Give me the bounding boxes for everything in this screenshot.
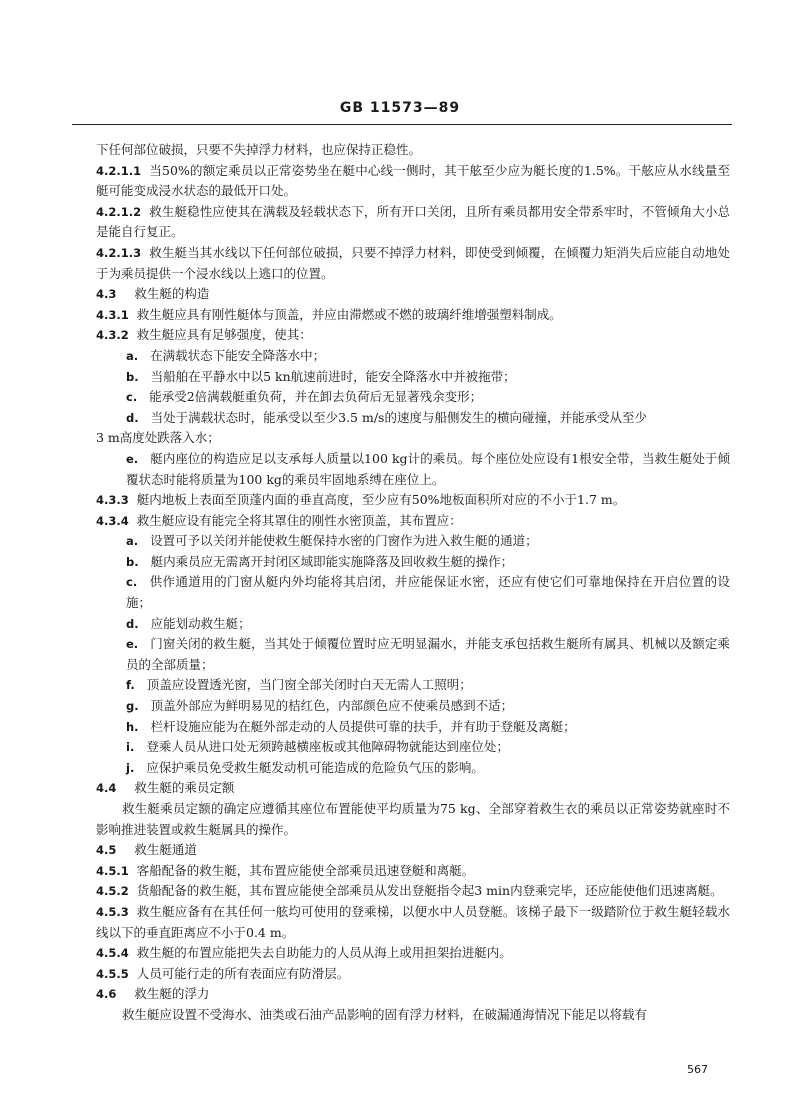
item-label: a. — [126, 534, 139, 549]
clause-number: 4.3 — [96, 287, 117, 302]
item-label: i. — [126, 740, 135, 755]
header-rule — [72, 124, 732, 125]
document-body — [96, 140, 730, 1026]
clause-text: 救生艇的乘员定额 — [134, 780, 235, 796]
paragraph — [96, 490, 730, 511]
paragraph — [96, 943, 730, 964]
clause-text: 救生艇应设有能完全将其罩住的刚性水密顶盖，其布置应： — [136, 512, 462, 528]
clause-number: 4.5.3 — [96, 904, 129, 919]
paragraph — [96, 881, 730, 902]
paragraph — [96, 161, 730, 202]
item-label: b. — [126, 554, 139, 569]
list-item — [96, 346, 730, 367]
item-label: j. — [126, 760, 135, 775]
clause-text: 栏杆设施应能为在艇外部走动的人员提供可靠的扶手，并有助于登艇及离艇； — [150, 718, 576, 734]
clause-number: 4.3.3 — [96, 493, 129, 508]
list-item — [96, 449, 730, 490]
section-heading — [96, 984, 730, 1005]
clause-number: 4.5.1 — [96, 863, 129, 878]
list-item — [96, 696, 730, 717]
paragraph — [96, 861, 730, 882]
item-label: a. — [126, 348, 139, 363]
clause-text: 下任何部位破损，只要不失掉浮力材料，也应保持正稳性。 — [96, 142, 422, 157]
section-heading — [96, 840, 730, 861]
item-label: f. — [126, 678, 135, 693]
paragraph — [96, 799, 730, 840]
clause-text: 救生艇的浮力 — [134, 986, 210, 1002]
clause-text: 当处于满载状态时，能承受以至少3.5 m/s的速度与船侧发生的横向碰撞，并能承受从至少 — [150, 409, 647, 425]
clause-number: 4.2.1.2 — [96, 204, 142, 219]
clause-text: 应保护乘员免受救生艇发动机可能造成的危险负气压的影响。 — [146, 759, 484, 775]
clause-text: 人员可能行走的所有表面应有防滑层。 — [136, 965, 350, 981]
clause-text: 救生艇的构造 — [134, 286, 210, 302]
list-item — [96, 675, 730, 696]
paragraph — [96, 305, 730, 326]
clause-text: 救生艇稳性应使其在满载及轻载状态下，所有开口关闭，且所有乘员都用安全带系牢时，不管倾角大小总是能自行复正。 — [96, 203, 730, 240]
item-label: e. — [126, 637, 139, 652]
clause-text: 救生艇应具有足够强度，使其： — [136, 327, 312, 343]
list-item — [96, 758, 730, 779]
paragraph — [96, 140, 730, 161]
clause-text: 顶盖外部应为鲜明易见的桔红色，内部颜色应不使乘员感到不适； — [150, 698, 514, 714]
clause-text: 在满载状态下能安全降落水中； — [150, 347, 326, 363]
clause-number: 4.4 — [96, 781, 117, 796]
clause-number: 4.3.2 — [96, 328, 129, 343]
paragraph — [96, 511, 730, 532]
list-item — [96, 737, 730, 758]
clause-text: 客船配备的救生艇，其布置应能使全部乘员迅速登艇和离艇。 — [136, 862, 475, 878]
clause-text: 设置可予以关闭并能使救生艇保持水密的门窗作为进入救生艇的通道； — [150, 533, 538, 549]
paragraph — [96, 902, 730, 943]
paragraph — [96, 325, 730, 346]
clause-text: 门窗关闭的救生艇，当其处于倾覆位置时应无明显漏水，并能支承包括救生艇所有属具、机械以及额定乘员的全部质量； — [126, 636, 730, 672]
clause-number: 4.5.5 — [96, 966, 129, 981]
section-heading — [96, 284, 730, 305]
clause-text: 救生艇通道 — [134, 842, 197, 858]
clause-number: 4.2.1.3 — [96, 245, 142, 260]
list-item — [96, 717, 730, 738]
list-item — [96, 634, 730, 675]
item-label: c. — [126, 575, 138, 590]
clause-text: 艇内座位的构造应足以支承每人质量以100 kg计的乘员。每个座位处应设有1根安全带，当救生艇处于倾覆状态时能将质量为100 kg的乘员牢固地系缚在座位上。 — [126, 450, 730, 487]
clause-text: 救生艇应设置不受海水、油类或石油产品影响的固有浮力材料，在破漏通海情况下能足以将载有 — [122, 1006, 648, 1022]
paragraph — [96, 243, 730, 284]
clause-text: 艇内地板上表面至顶蓬内面的垂直高度，至少应有50%地板面积所对应的不小于1.7 m。 — [136, 492, 626, 508]
clause-number: 4.5.2 — [96, 884, 129, 899]
clause-number: 4.5.4 — [96, 946, 129, 961]
clause-text: 顶盖应设置透光窗，当门窗全部关闭时白天无需人工照明； — [146, 677, 472, 693]
item-label: b. — [126, 369, 139, 384]
clause-number: 4.6 — [96, 987, 117, 1002]
paragraph-continuation — [96, 428, 730, 449]
clause-text: 供作通道用的门窗从艇内外均能将其启闭，并应能保证水密，还应有使它们可靠地保持在开启位置的设施； — [126, 574, 730, 611]
clause-text: 救生艇乘员定额的确定应遵循其座位布置能使平均质量为75 kg、全部穿着救生衣的乘员以正常姿势就座时不影响推进装置或救生艇属具的操作。 — [96, 801, 730, 837]
paragraph — [96, 1005, 730, 1026]
clause-text: 应能划动救生艇； — [150, 615, 251, 631]
paragraph — [96, 202, 730, 243]
list-item — [96, 614, 730, 635]
clause-text: 3 m高度处跌落入水； — [96, 430, 220, 446]
paragraph — [96, 964, 730, 985]
list-item — [96, 572, 730, 613]
clause-text: 当50%的额定乘员以正常姿势坐在艇中心线一侧时，其干舷至少应为艇长度的1.5%。干舷应从水线量至艇可能变成浸水状态的最低开口处。 — [96, 162, 730, 199]
item-label: d. — [126, 616, 139, 631]
clause-number: 4.3.1 — [96, 307, 129, 322]
list-item — [96, 552, 730, 573]
clause-text: 救生艇应备有在其任何一舷均可使用的登乘梯，以便水中人员登艇。该梯子最下一级踏阶位于救生艇轻载水线以下的垂直距离应不小于0.4 m。 — [96, 903, 730, 940]
section-heading — [96, 778, 730, 799]
clause-text: 艇内乘员应无需离开封闭区域即能实施降落及回收救生艇的操作； — [150, 553, 514, 569]
list-item — [96, 387, 730, 408]
list-item — [96, 367, 730, 388]
item-label: h. — [126, 719, 139, 734]
item-label: e. — [126, 451, 139, 466]
clause-text: 救生艇当其水线以下任何部位破损，只要不掉浮力材料，即使受到倾覆，在倾覆力矩消失后应能自动地处于为乘员提供一个浸水线以上逃口的位置。 — [96, 244, 730, 281]
page-header: GB 11573—89 — [339, 100, 461, 116]
item-label: d. — [126, 410, 139, 425]
clause-text: 货船配备的救生艇，其布置应能使全部乘员从发出登艇指令起3 min内登乘完毕，还应能使他们迅速离艇。 — [136, 883, 723, 899]
clause-text: 登乘人员从进口处无须跨越横座板或其他障碍物就能达到座位处； — [146, 739, 509, 755]
clause-text: 救生艇应具有刚性艇体与顶盖，并应由滞燃或不燃的玻璃纤维增强塑料制成。 — [136, 306, 562, 322]
clause-number: 4.2.1.1 — [96, 163, 142, 178]
list-item — [96, 531, 730, 552]
clause-text: 救生艇的布置应能把失去自助能力的人员从海上或用担架抬进艇内。 — [136, 945, 512, 961]
item-label: g. — [126, 699, 139, 714]
clause-text: 能承受2倍满载艇重负荷，并在卸去负荷后无显著残余变形； — [149, 389, 483, 405]
clause-number: 4.5 — [96, 843, 117, 858]
list-item — [96, 408, 730, 429]
clause-text: 当船舶在平静水中以5 kn航速前进时，能安全降落水中并被拖带； — [150, 368, 516, 384]
item-label: c. — [126, 390, 138, 405]
clause-number: 4.3.4 — [96, 513, 129, 528]
page-number: 567 — [687, 1063, 708, 1076]
